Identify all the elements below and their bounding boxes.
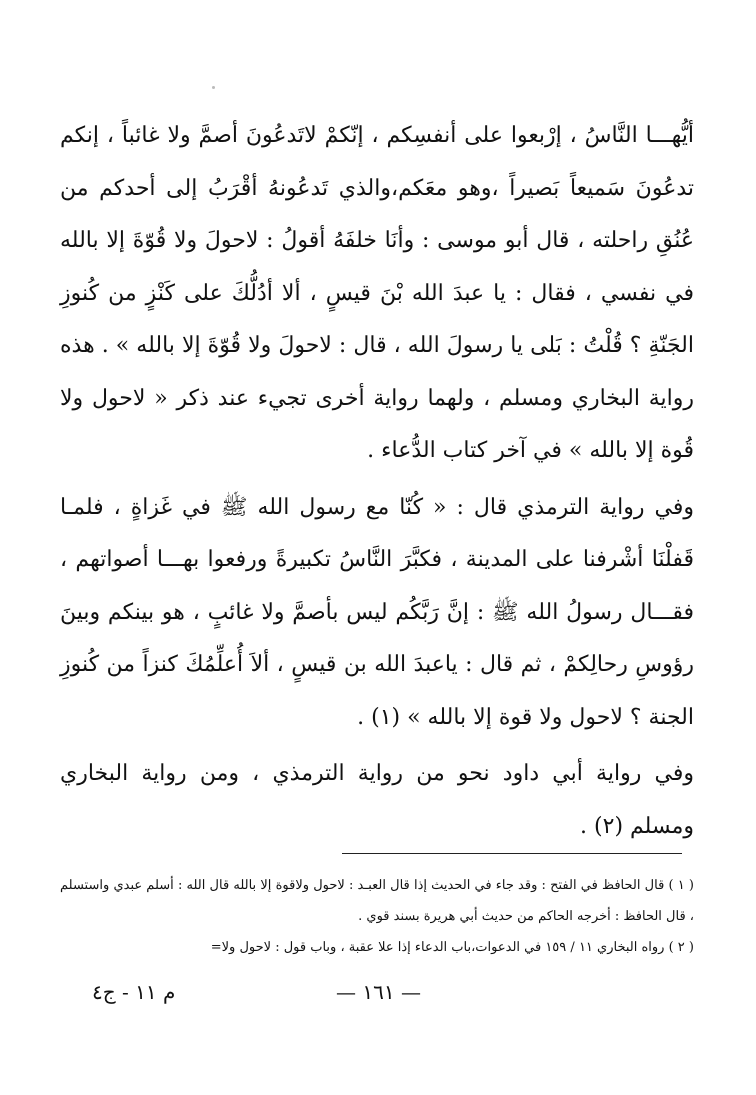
page-number: — ١٦١ — — [336, 980, 421, 1004]
footnote-2: ( ٢ ) رواه البخاري ١١ / ١٥٩ في الدعوات،باب الدعاء إذا علا عقبة ، وباب قول : لاحول ولا= — [210, 940, 694, 955]
footnotes — [60, 870, 694, 963]
signature-mark: م ١١ - ج٤ — [92, 980, 176, 1004]
page-footer — [0, 980, 756, 1020]
footnote-separator — [342, 853, 682, 854]
paragraph-2: وفي رواية الترمذي قال : « كُنّا مع رسول الله ﷺ في غَزاةٍ ، فلمـا قَفلْنَا أشْرفنا على المدينة ، فكبَّرَ النَّاسُ تكبيرةً ورفعوا بهـــا أصواتهم ، فقـــال رسولُ الله ﷺ : إنَّ رَبَّكُم ليس بأصمَّ ولا غائبٍ ، هو بينكم وبينَ رؤوسِ رحالِكمْ ، ثم قال : ياعبدَ الله بن قيسٍ ، ألاَ أُعلِّمُكَ كنزاً من كُنوزِ الجنة ؟ لاحول ولا قوة إلا بالله » (١) . — [60, 494, 694, 730]
paragraph-1: أيُّهـــا النَّاسُ ، إرْبعوا على أنفسِكم ، إنّكمْ لاتَدعُونَ أصمَّ ولا غائباً ، إنكم تدعُونَ سَميعاً بَصيراً ،وهو معَكم،والذي تَدعُونهُ أقْرَبُ إلى أحدكم من عُنُقِ راحلته ، قال أبو موسى : وأنَا خلفَهُ أقولُ : لاحولَ ولا قُوّةَ إلا بالله في نفسي ، فقال : يا عبدَ الله بْنَ قيسٍ ، ألا أدُلُّكَ على كَنْزٍ من كُنوزِ الجَنّةِ ؟ قُلْتُ : بَلى يا رسولَ الله ، قال : لاحولَ ولا قُوّةَ إلا بالله » . هذه رواية البخاري ومسلم ، ولهما رواية أخرى تجيء عند ذكر « لاحول ولا قُوة إلا بالله » في آخر كتاب الدُّعاء . — [60, 123, 694, 463]
paragraph-3: وفي رواية أبي داود نحو من رواية الترمذي ، ومن رواية البخاري ومسلم (٢) . — [60, 761, 694, 839]
footnote-1: ( ١ ) قال الحافظ في الفتح : وقد جاء في الحديث إذا قال العبـد : لاحول ولاقوة إلا بالله قال الله : أسلم عبدي واستسلم ، قال الحافظ : أخرجه الحاكم من حديث أبي هريرة بسند قوي . — [60, 878, 694, 924]
main-text — [60, 110, 694, 853]
scan-speck — [212, 86, 215, 89]
